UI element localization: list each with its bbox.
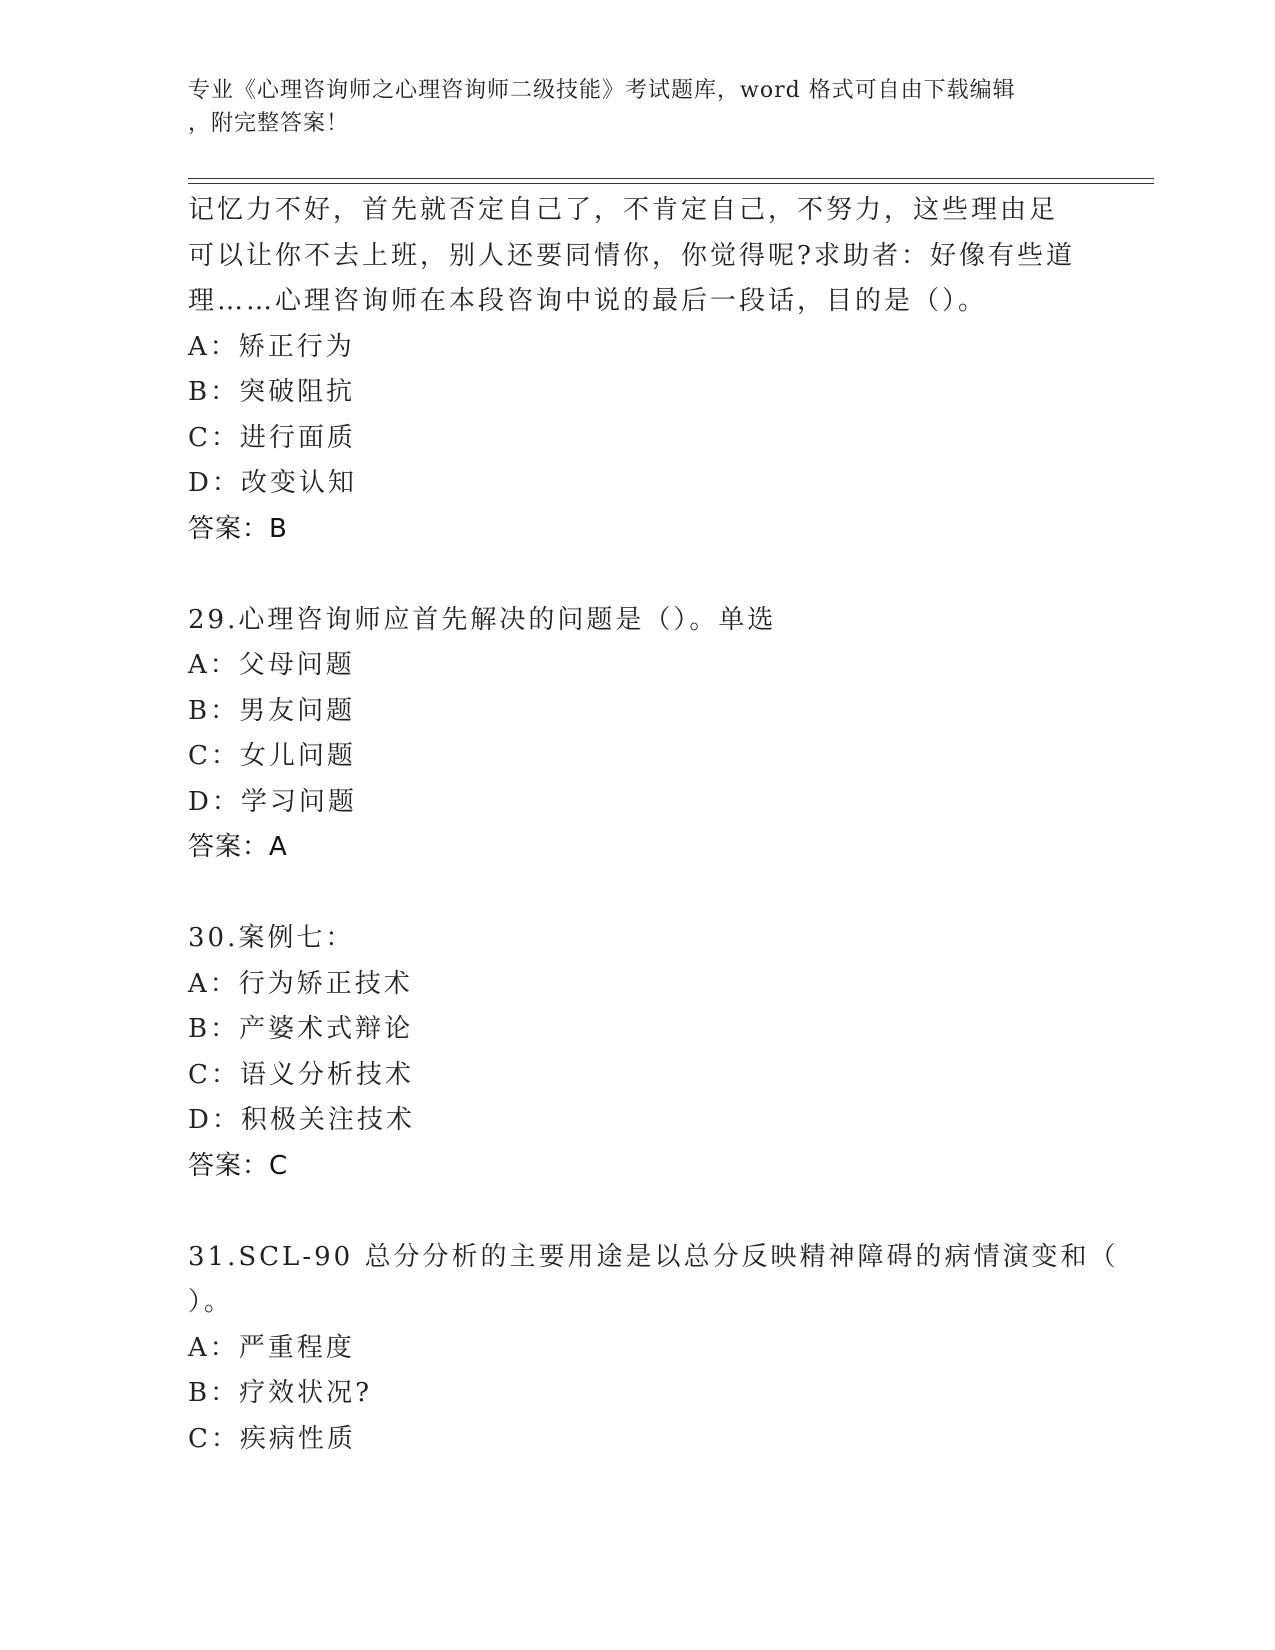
question-text-line: 29.心理咨询师应首先解决的问题是（）。单选 <box>188 604 777 635</box>
header-divider-top <box>188 178 1154 179</box>
option-a: A：严重程度 <box>188 1332 355 1363</box>
option-d: D：改变认知 <box>188 468 357 498</box>
question-text-line: 可以让你不去上班，别人还要同情你，你觉得呢?求助者：好像有些道 <box>188 240 1075 271</box>
question-text-line: 理……心理咨询师在本段咨询中说的最后一段话，目的是（）。 <box>188 286 988 316</box>
document-header <box>188 74 1068 140</box>
question-text-line: ）。 <box>188 1287 234 1317</box>
question-30 <box>188 916 1088 1189</box>
option-c: C：语义分析技术 <box>188 1059 414 1090</box>
answer-line: 答案：B <box>188 513 288 544</box>
question-29 <box>188 598 1088 871</box>
header-line-1: 专业《心理咨询师之心理咨询师二级技能》考试题库，word 格式可自由下载编辑 <box>188 78 1016 103</box>
spacer <box>188 552 1088 598</box>
option-d: D：积极关注技术 <box>188 1105 415 1135</box>
question-continued <box>188 188 1088 552</box>
header-line-2: ，附完整答案！ <box>188 111 350 136</box>
spacer <box>188 871 1088 917</box>
question-text-line: 30.案例七： <box>188 923 355 953</box>
option-d: D：学习问题 <box>188 786 357 817</box>
answer-line: 答案：C <box>188 1150 289 1181</box>
option-a: A：父母问题 <box>188 650 355 680</box>
question-text-line: 31.SCL-90 总分分析的主要用途是以总分反映精神障碍的病情演变和（ <box>188 1241 1119 1272</box>
option-c: C：疾病性质 <box>188 1423 356 1454</box>
question-list <box>188 188 1119 1462</box>
option-b: B：产婆术式辩论 <box>188 1014 414 1044</box>
option-b: B：突破阻抗 <box>188 377 356 407</box>
option-b: B：疗效状况? <box>188 1378 373 1408</box>
question-31 <box>188 1235 1119 1463</box>
option-a: A：行为矫正技术 <box>188 968 413 999</box>
option-b: B：男友问题 <box>188 695 356 726</box>
question-text-line: 记忆力不好，首先就否定自己了，不肯定自己，不努力，这些理由足 <box>188 195 1059 225</box>
header-divider-bottom <box>188 183 1154 184</box>
option-c: C：女儿问题 <box>188 741 356 771</box>
spacer <box>188 1189 1088 1235</box>
option-c: C：进行面质 <box>188 422 356 453</box>
answer-line: 答案：A <box>188 832 288 862</box>
option-a: A：矫正行为 <box>188 331 355 362</box>
